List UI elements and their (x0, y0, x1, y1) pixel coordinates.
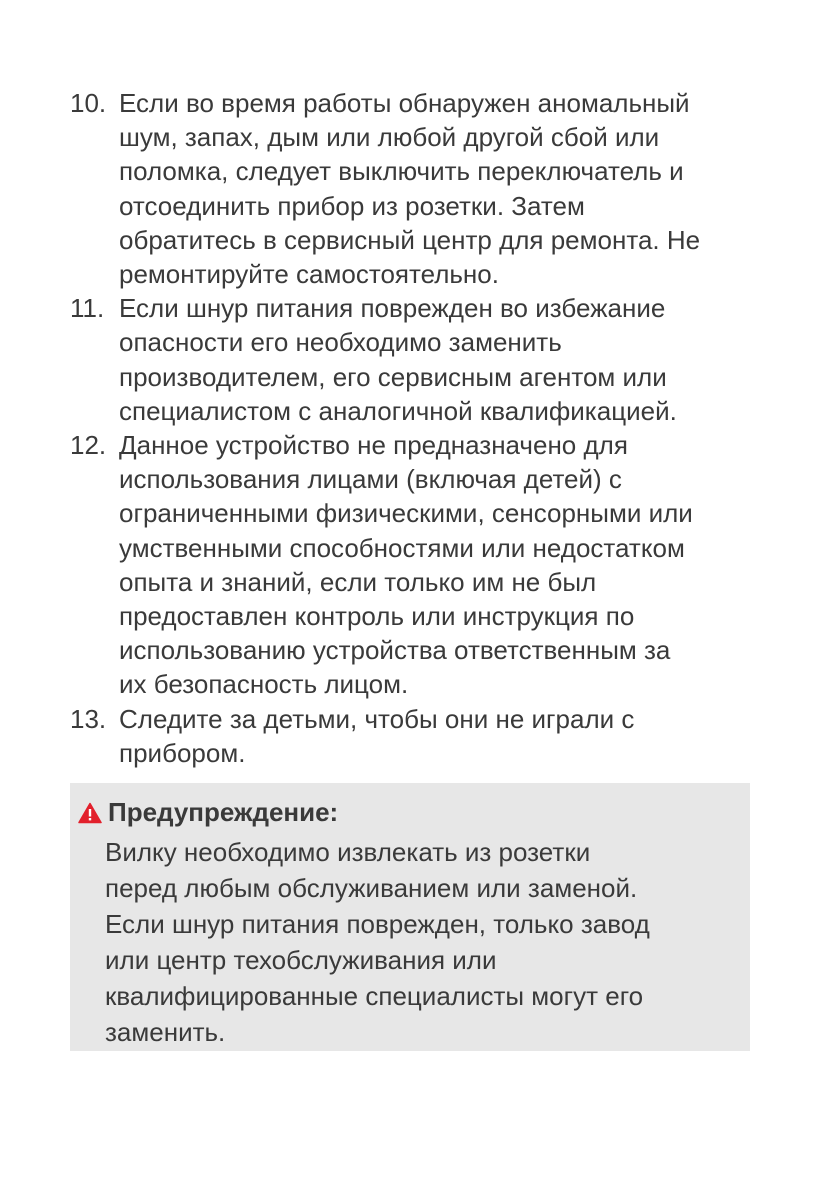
text-line: производителем, его сервисным агентом или (119, 361, 667, 392)
item-text (119, 702, 760, 770)
item-text (119, 86, 760, 291)
item-number: 11. (70, 293, 105, 324)
item-number: 13. (70, 703, 107, 734)
text-line: специалистом с аналогичной квалификацией. (119, 395, 677, 426)
item-text (119, 291, 760, 428)
text-line: отсоединить прибор из розетки. Затем (119, 190, 585, 221)
text-line: Следите за детьми, чтобы они не играли с (119, 703, 635, 734)
warning-header (78, 797, 338, 828)
list-item (70, 428, 760, 702)
list-item (70, 702, 760, 770)
text-line: Если шнур питания поврежден во избежание (119, 293, 666, 324)
text-line: перед любым обслуживанием или заменой. (105, 873, 638, 903)
text-line: шум, запах, дым или любой другой сбой или (119, 122, 660, 153)
text-line: Если во время работы обнаружен аномальный (119, 88, 690, 118)
text-line: умственными способностями или недостатком (119, 532, 685, 563)
warning-title: Предупреждение: (108, 797, 339, 827)
text-line: ограниченными физическими, сенсорными или (119, 498, 693, 529)
list-item (70, 86, 760, 291)
text-line: опасности его необходимо заменить (119, 327, 562, 358)
safety-instructions-list (70, 86, 760, 770)
text-line: обратитесь в сервисный центр для ремонта. Не (119, 224, 701, 255)
item-text (119, 428, 760, 702)
text-line: Если шнур питания поврежден, только завод (105, 909, 650, 939)
warning-text (105, 834, 650, 1050)
text-line: Вилку необходимо извлекать из розетки (105, 837, 591, 867)
warning-triangle-icon (78, 802, 102, 824)
text-line: их безопасность лицом. (119, 669, 409, 700)
text-line: предоставлен контроль или инструкция по (119, 601, 635, 632)
list-item (70, 291, 760, 428)
warning-box (70, 783, 750, 1051)
text-line: прибором. (119, 737, 246, 768)
item-number: 10. (70, 88, 107, 118)
text-line: использования лицами (включая детей) с (119, 464, 622, 495)
item-number: 12. (70, 430, 107, 461)
text-line: использованию устройства ответственным за (119, 635, 671, 666)
text-line: опыта и знаний, если только им не был (119, 566, 597, 597)
text-line: поломка, следует выключить переключатель и (119, 156, 684, 187)
text-line: заменить. (105, 1017, 226, 1047)
text-line: ремонтируйте самостоятельно. (119, 259, 499, 290)
text-line: или центр техобслуживания или (105, 945, 497, 975)
text-line: Данное устройство не предназначено для (119, 430, 628, 461)
text-line: квалифицированные специалисты могут его (105, 981, 644, 1011)
